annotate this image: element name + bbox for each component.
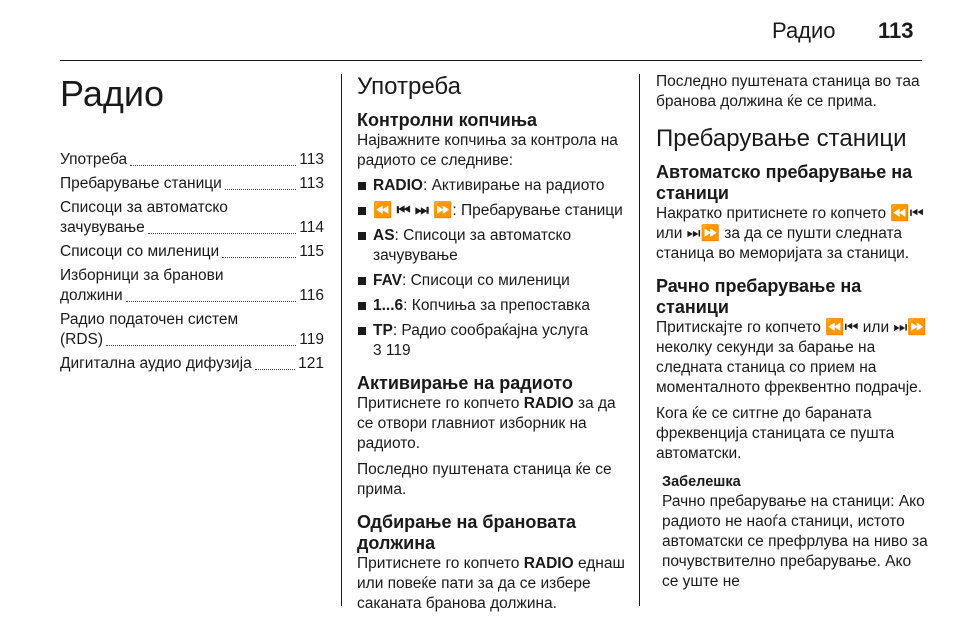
control-list-item xyxy=(357,226,625,266)
toc-entry-line: Списоци за автоматско xyxy=(60,199,228,216)
bullet-square-icon xyxy=(358,182,366,190)
note-text: Рачно пребарување на станици: Ако радиото не наоѓа станици, истото автоматски се префрлува на ниво за почувствително пребарување. Ако се уште не xyxy=(662,493,928,590)
toc-column xyxy=(60,72,324,378)
toc-leader-dots xyxy=(255,369,295,370)
toc-entry-row xyxy=(60,218,324,238)
bullet-square-icon xyxy=(358,277,366,285)
toc-entry-label: Списоци со миленици xyxy=(60,243,220,260)
running-header-title: Радио xyxy=(772,18,836,43)
header-rule xyxy=(60,60,922,61)
toc-entry-page: 113 xyxy=(299,175,324,192)
chapter-title: Радио xyxy=(60,73,164,114)
column-divider xyxy=(639,74,640,606)
toc-entry-page: 116 xyxy=(299,287,324,304)
continued-text: Последно пуштената станица во таа бранова должина ќе се прима. xyxy=(656,73,920,110)
toc-entry[interactable] xyxy=(60,150,324,170)
toc-entry-label: Пребарување станици xyxy=(60,175,222,192)
toc-leader-dots xyxy=(130,165,296,166)
control-description: : Пребарување станици xyxy=(452,202,623,219)
toc-entry-label: Дигитална аудио дифузија xyxy=(60,355,252,372)
bullet-square-icon xyxy=(358,207,366,215)
toc-list xyxy=(60,150,324,374)
toc-leader-dots xyxy=(225,189,296,190)
toc-entry-row xyxy=(60,330,324,350)
control-list-text xyxy=(373,296,590,316)
toc-entry-label: (RDS) xyxy=(60,331,104,348)
control-list-text xyxy=(373,176,605,196)
bullet-square-icon xyxy=(358,327,366,335)
control-description: : Радио сообраќајна услуга xyxy=(392,322,589,339)
toc-leader-dots xyxy=(106,345,296,346)
toc-entry[interactable] xyxy=(60,198,324,238)
toc-entry-row xyxy=(60,286,324,306)
toc-entry-row xyxy=(60,242,324,262)
toc-entry-page: 119 xyxy=(299,331,324,348)
control-list-item xyxy=(357,321,625,341)
controls-list xyxy=(357,176,625,341)
control-list-item xyxy=(357,201,625,221)
toc-entry[interactable] xyxy=(60,310,324,350)
control-list-item xyxy=(357,176,625,196)
control-description: : Активирање на радиото xyxy=(422,177,605,194)
band-text: Притиснете го копчето RADIO еднаш или повеќе пати за да се избере саканата бранова должина. xyxy=(357,555,625,612)
toc-entry-page: 115 xyxy=(299,243,324,260)
toc-entry[interactable] xyxy=(60,174,324,194)
control-list-text xyxy=(373,201,623,221)
toc-entry-page: 114 xyxy=(299,219,324,236)
toc-entry-row xyxy=(60,150,324,170)
activate-text: Притиснете го копчето RADIO за да се отвори главниот изборник на радиото. xyxy=(357,395,616,452)
search-column xyxy=(656,72,928,592)
toc-entry-line: Радио податочен систем xyxy=(60,311,239,328)
manual-search-text-2: Кога ќе се ситгне до бараната фреквенција станицата се пушта автоматски. xyxy=(656,405,895,462)
bullet-square-icon xyxy=(358,302,366,310)
toc-entry-label: Употреба xyxy=(60,151,128,168)
control-description: : Списоци за автоматско зачувување xyxy=(373,227,572,264)
toc-leader-dots xyxy=(148,233,297,234)
heading-controls: Контролни копчиња xyxy=(357,110,538,130)
page-number: 113 xyxy=(878,18,914,43)
control-list-text xyxy=(373,226,625,266)
auto-search-text: Накратко притиснете го копчето ⏪⏮ или ⏭⏩ за да се пушти следната станица во меморијата за станици. xyxy=(656,205,924,262)
toc-entry[interactable] xyxy=(60,354,324,374)
toc-entry-line: Изборници за бранови xyxy=(60,267,224,284)
heading-band: Одбирање на брановата должина xyxy=(357,512,577,553)
control-key-label: RADIO xyxy=(373,177,423,194)
control-key-label: 1...6 xyxy=(373,297,404,314)
bullet-square-icon xyxy=(358,232,366,240)
control-key-label: TP xyxy=(373,322,393,339)
manual-search-text: Притискајте го копчето ⏪⏮ или ⏭⏩ неколку секунди за барање на следната станица со прием на моменталното фреквентно подрачје. xyxy=(656,319,927,396)
control-key-label: AS xyxy=(373,227,395,244)
toc-entry[interactable] xyxy=(60,266,324,306)
toc-entry-label: должини xyxy=(60,287,123,304)
note-label: Забелешка xyxy=(662,474,741,490)
toc-entry[interactable] xyxy=(60,242,324,262)
column-divider xyxy=(341,74,342,606)
note-box xyxy=(656,472,928,592)
cross-reference: 3 119 xyxy=(373,342,411,359)
control-list-text xyxy=(373,271,570,291)
heading-activate: Активирање на радиото xyxy=(357,373,573,393)
activate-text-2: Последно пуштената станица ќе се прима. xyxy=(357,461,612,498)
control-description: : Списоци со миленици xyxy=(402,272,570,289)
control-description: : Копчиња за препоставка xyxy=(403,297,591,314)
toc-leader-dots xyxy=(126,301,297,302)
heading-auto-search: Автоматско пребарување на станици xyxy=(656,162,913,203)
toc-entry-label: зачувување xyxy=(60,219,145,236)
section-title-search: Пребарување станици xyxy=(656,125,907,152)
heading-manual-search: Рачно пребарување на станици xyxy=(656,276,862,317)
control-list-item xyxy=(357,271,625,291)
toc-entry-page: 121 xyxy=(298,355,324,372)
toc-leader-dots xyxy=(222,257,296,258)
section-title-usage: Употреба xyxy=(357,73,461,100)
toc-entry-row xyxy=(60,354,324,374)
control-list-text xyxy=(373,321,588,341)
controls-intro: Најважните копчиња за контрола на радиото се следниве: xyxy=(357,132,618,169)
toc-entry-page: 113 xyxy=(299,151,324,168)
control-list-item xyxy=(357,296,625,316)
control-key-label: FAV xyxy=(373,272,402,289)
toc-entry-row xyxy=(60,174,324,194)
control-key-label: ⏪ ⏮ ⏭ ⏩ xyxy=(373,202,453,219)
usage-column xyxy=(357,72,625,614)
